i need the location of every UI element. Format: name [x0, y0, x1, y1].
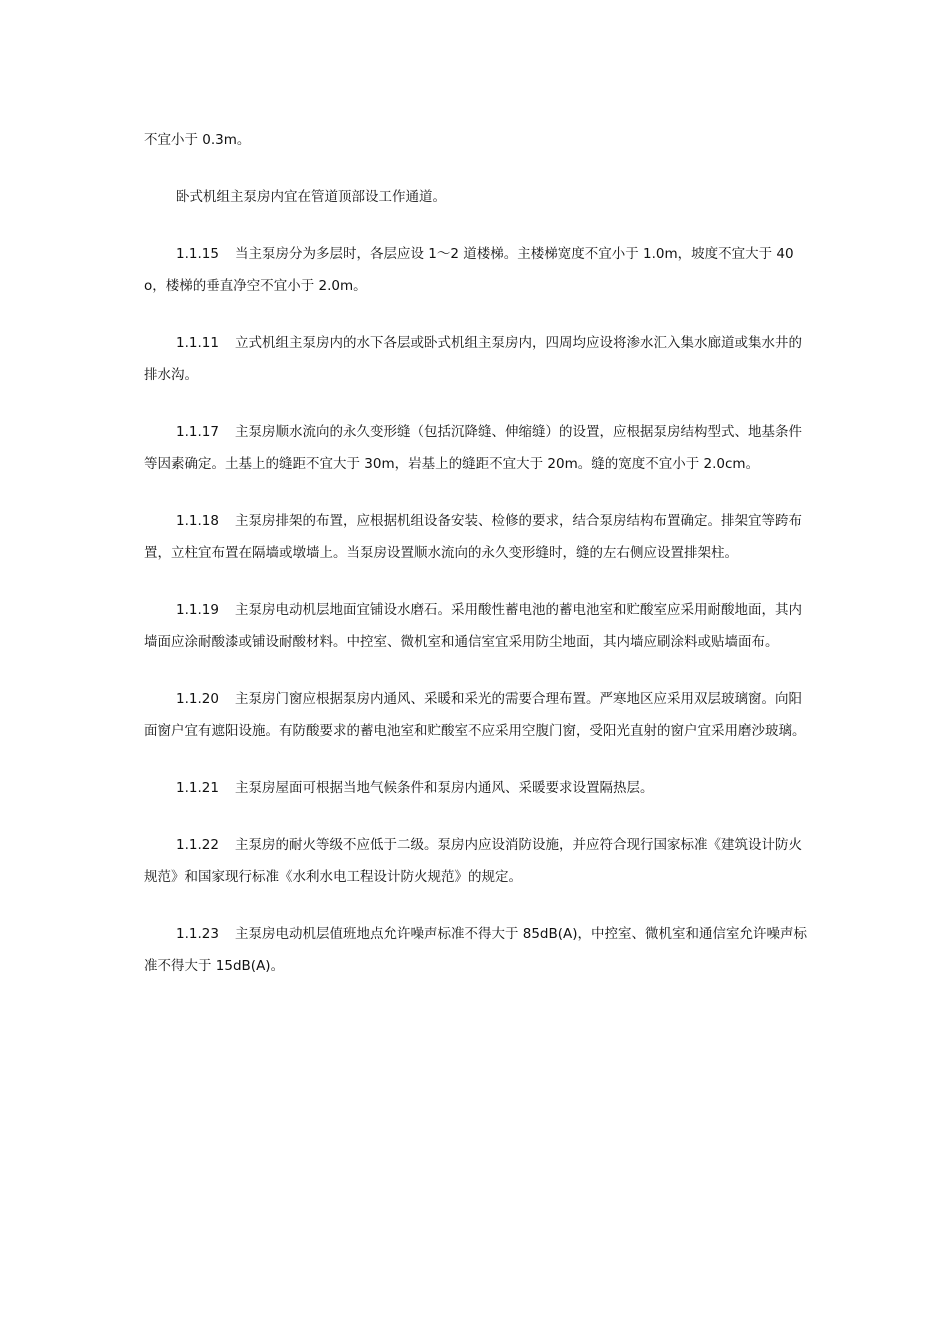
clause-text: 主泵房电动机层值班地点允许噪声标准不得大于 85dB(A)，中控室、微机室和通信室允许噪声标准不得大于 15dB(A)。: [144, 926, 808, 974]
clause-text: 主泵房排架的布置，应根据机组设备安装、检修的要求，结合泵房结构布置确定。排架宜等跨布置，立柱宜布置在隔墙或墩墙上。当泵房设置顺水流向的永久变形缝时，缝的左右侧应设置排架柱。: [144, 513, 802, 561]
document-body: [144, 124, 809, 1007]
clause-text: 主泵房屋面可根据当地气候条件和泵房内通风、采暖要求设置隔热层。: [234, 780, 654, 796]
clause-1-1-18: [144, 505, 809, 569]
paragraph-continuation: [144, 124, 809, 156]
clause-number: 1.1.18: [176, 513, 219, 529]
clause-1-1-11: [144, 327, 809, 391]
clause-1-1-22: [144, 829, 809, 893]
clause-text: 当主泵房分为多层时，各层应设 1～2 道楼梯。主楼梯宽度不宜小于 1.0m，坡度不宜大于 40o，楼梯的垂直净空不宜小于 2.0m。: [144, 246, 794, 294]
clause-1-1-23: [144, 918, 809, 982]
clause-number: 1.1.23: [176, 926, 219, 942]
clause-1-1-17: [144, 416, 809, 480]
clause-number: 1.1.19: [176, 602, 219, 618]
paragraph-text: 不宜小于 0.3m。: [144, 132, 251, 148]
clause-text: 主泵房的耐火等级不应低于二级。泵房内应设消防设施，并应符合现行国家标准《建筑设计防火规范》和国家现行标准《水利水电工程设计防火规范》的规定。: [144, 837, 802, 885]
clause-number: 1.1.15: [176, 246, 219, 262]
clause-number: 1.1.21: [176, 780, 219, 796]
clause-1-1-19: [144, 594, 809, 658]
clause-text: 主泵房门窗应根据泵房内通风、采暖和采光的需要合理布置。严寒地区应采用双层玻璃窗。向阳面窗户宜有遮阳设施。有防酸要求的蓄电池室和贮酸室不应采用空腹门窗，受阳光直射的窗户宜采用磨沙玻璃。: [144, 691, 806, 739]
clause-number: 1.1.11: [176, 335, 219, 351]
paragraph-working-passage: [144, 181, 809, 213]
clause-number: 1.1.17: [176, 424, 219, 440]
paragraph-text: 卧式机组主泵房内宜在管道顶部设工作通道。: [176, 189, 446, 205]
clause-1-1-15: [144, 238, 809, 302]
clause-number: 1.1.20: [176, 691, 219, 707]
clause-1-1-20: [144, 683, 809, 747]
clause-text: 立式机组主泵房内的水下各层或卧式机组主泵房内，四周均应设将渗水汇入集水廊道或集水井的排水沟。: [144, 335, 802, 383]
clause-text: 主泵房电动机层地面宜铺设水磨石。采用酸性蓄电池的蓄电池室和贮酸室应采用耐酸地面，其内墙面应涂耐酸漆或铺设耐酸材料。中控室、微机室和通信室宜采用防尘地面，其内墙应刷涂料或贴墙面布。: [144, 602, 802, 650]
clause-1-1-21: [144, 772, 809, 804]
clause-number: 1.1.22: [176, 837, 219, 853]
clause-text: 主泵房顺水流向的永久变形缝（包括沉降缝、伸缩缝）的设置，应根据泵房结构型式、地基条件等因素确定。土基上的缝距不宜大于 30m，岩基上的缝距不宜大于 20m。缝的宽度不宜小于 2.0cm。: [144, 424, 802, 472]
